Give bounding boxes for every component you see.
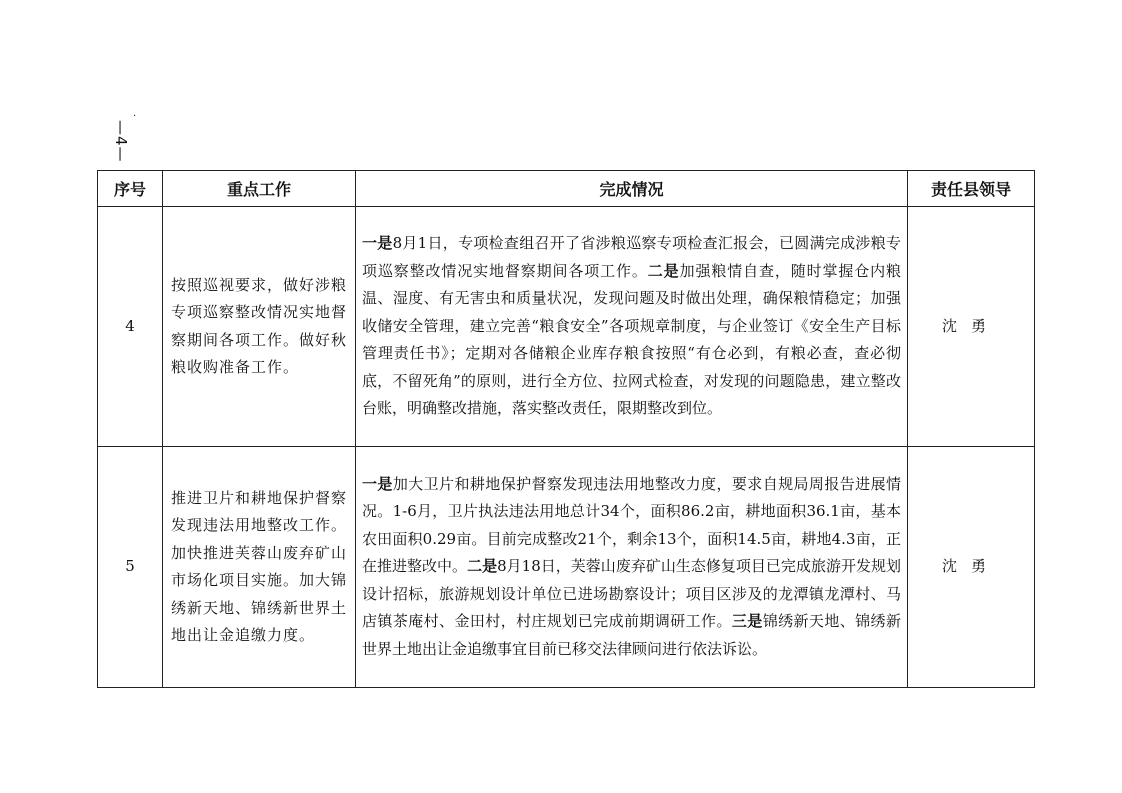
- header-work: 重点工作: [163, 171, 356, 207]
- row-work: 按照巡视要求，做好涉粮专项巡察整改情况实地督察期间各项工作。做好秋粮收购准备工作。: [163, 207, 356, 447]
- status-keyword: 一是: [362, 474, 393, 493]
- row-index: 4: [98, 207, 163, 447]
- table-row: [98, 447, 1035, 688]
- status-text: 8月18日，芙蓉山废弃矿山生态修复项目已完成旅游开发规划设计招标，旅游规划设计单位已进场勘察设计；项目区涉及的龙潭镇龙潭村、马店镇茶庵村、金田村，村庄规划已完成前期调研工作。: [362, 557, 901, 631]
- status-text: 加大卫片和耕地保护督察发现违法用地整改力度，要求自规局周报告进展情况。1-6月，卫片执法违法用地总计34个，面积86.2亩，耕地面积36.1亩，基本农田面积0.29亩。目前完成整改21个，剩余13个，面积14.5亩，耕地4.3亩，正在推进整改中。: [362, 474, 901, 576]
- row-leader: 沈勇: [908, 447, 1035, 688]
- work-table: [97, 170, 1035, 688]
- row-status: [356, 447, 908, 688]
- row-leader: 沈勇: [908, 207, 1035, 447]
- row-status: [356, 207, 908, 447]
- header-index: 序号: [98, 171, 163, 207]
- status-text: 锦绣新天地、锦绣新世界土地出让金追缴事宜目前已移交法律顾问进行依法诉讼。: [362, 612, 901, 658]
- status-text: 加强粮情自查，随时掌握仓内粮温、湿度、有无害虫和质量状况，发现问题及时做出处理，确保粮情稳定；加强收储安全管理，建立完善“粮食安全”各项规章制度，与企业签订《安全生产目标管理责任书》；定期对各储粮企业库存粮食按照“有仓必到，有粮必查，查必彻底，不留死角”的原则，进行全方位、拉网式检查，对发现的问题隐患，建立整改台账，明确整改措施，落实整改责任，限期整改到位。: [362, 261, 901, 418]
- header-status: 完成情况: [356, 171, 908, 207]
- status-text: 8月1日，专项检查组召开了省涉粮巡察专项检查汇报会，已圆满完成涉粮专项巡察整改情况实地督察期间各项工作。: [362, 234, 901, 280]
- header-leader: 责任县领导: [908, 171, 1035, 207]
- status-keyword: 三是: [731, 612, 763, 631]
- page-mark: .: [133, 108, 137, 119]
- status-keyword: 一是: [362, 234, 393, 253]
- status-keyword: 二是: [647, 261, 680, 280]
- header-row: [98, 171, 1035, 207]
- row-index: 5: [98, 447, 163, 688]
- row-work: 推进卫片和耕地保护督察发现违法用地整改工作。加快推进芙蓉山废弃矿山市场化项目实施。加大锦绣新天地、锦绣新世界土地出让金追缴力度。: [163, 447, 356, 688]
- table-row: [98, 207, 1035, 447]
- status-keyword: 二是: [467, 557, 498, 576]
- page-number: —4—: [112, 120, 130, 163]
